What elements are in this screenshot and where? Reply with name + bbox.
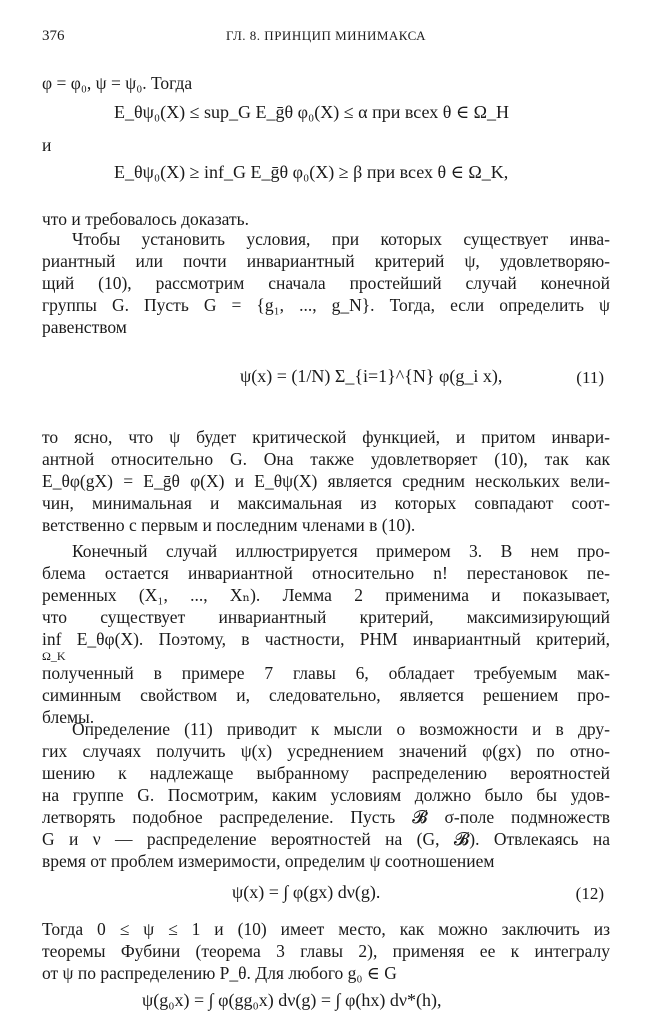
- paragraph-1: [42, 228, 610, 338]
- proof-ending: [42, 72, 610, 230]
- text-line: блема остается инвариантной относительно n! перестановок пе-: [42, 563, 610, 583]
- text-line: антной относительно G. Она также удовлетворяет (10), так как: [42, 449, 610, 469]
- text-line: G и ν — распределение вероятностей на (G, 𝓑). Отвлекаясь на: [42, 829, 610, 849]
- text-line: щий (10), рассмотрим сначала простейший случай конечной: [42, 273, 610, 293]
- text-line: теоремы Фубини (теорема 3 главы 2), применяя ее к интегралу: [42, 941, 610, 961]
- text-line: ветственно с первым и последним членами в (10).: [42, 515, 416, 535]
- equation-formula: ψ(x) = (1/N) Σ_{i=1}^{N} φ(g_i x),: [240, 366, 503, 386]
- paragraph-4: [42, 718, 610, 872]
- inequality-2: E_θψ₀(X) ≥ inf_G E_ḡθ φ₀(X) ≥ β при всех θ ∈ Ω_K,: [114, 162, 509, 182]
- equation-11: [42, 358, 610, 408]
- text-line: время от проблем измеримости, определим ψ соотношением: [42, 851, 495, 871]
- paragraph-5: [42, 918, 610, 984]
- text-line: летворять подобное распределение. Пусть 𝓑 σ-поле подмножеств: [42, 807, 610, 827]
- text-line: что существует инвариантный критерий, максимизирующий: [42, 607, 610, 627]
- text-line: inf E_θφ(X). Поэтому, в частности, РНМ инвариантный критерий,: [42, 629, 610, 649]
- text-line: Чтобы установить условия, при которых существует инва-: [72, 229, 610, 249]
- text-line: симинным свойством и, следовательно, является решением про-: [42, 685, 610, 705]
- text-line: риантный или почти инвариантный критерий ψ, удовлетворяю-: [42, 251, 610, 271]
- equation-12: [42, 876, 610, 916]
- paragraph-3: [42, 540, 610, 728]
- running-header: [42, 28, 610, 52]
- text-line: чин, минимальная и максимальная из которых совпадают соот-: [42, 493, 610, 513]
- text-line: Тогда 0 ≤ ψ ≤ 1 и (10) имеет место, как можно заключить из: [42, 919, 610, 939]
- equation-last: [42, 990, 610, 1020]
- text-line: ременных (X₁, ..., Xₙ). Лемма 2 применима и показывает,: [42, 585, 610, 605]
- text-line: φ = φ₀, ψ = ψ₀. Тогда: [42, 73, 193, 93]
- inequality-1: E_θψ₀(X) ≤ sup_G E_ḡθ φ₀(X) ≤ α при всех θ ∈ Ω_H: [114, 102, 510, 122]
- text-line: от ψ по распределению P_θ. Для любого g₀ ∈ G: [42, 963, 397, 983]
- equation-formula: ψ(x) = ∫ φ(gx) dν(g).: [232, 882, 381, 902]
- text-line: E_θφ(gX) = E_ḡθ φ(X) и E_θψ(X) является средним нескольких вели-: [42, 471, 610, 491]
- text-line: что и требовалось доказать.: [42, 209, 250, 229]
- conjunction: и: [42, 135, 52, 155]
- paragraph-2: [42, 426, 610, 536]
- text-line: шению к надлежаще выбранному распределению вероятностей: [42, 763, 610, 783]
- subscript-omega-k: Ω_K: [42, 649, 66, 663]
- book-page: [42, 28, 610, 1010]
- text-line: Определение (11) приводит к мысли о возможности и в дру-: [72, 719, 610, 739]
- text-line: гих случаях получить ψ(x) усреднением значений φ(gx) по отно-: [42, 741, 610, 761]
- text-line: равенством: [42, 317, 127, 337]
- text-line: блемы.: [42, 707, 95, 727]
- running-title: ГЛ. 8. ПРИНЦИП МИНИМАКСА: [225, 28, 427, 43]
- text-line: то ясно, что ψ будет критической функцией, и притом инвари-: [42, 427, 610, 447]
- page-number: 376: [42, 28, 65, 44]
- equation-formula: ψ(g₀x) = ∫ φ(gg₀x) dν(g) = ∫ φ(hx) dν*(h),: [142, 990, 442, 1010]
- text-line: группы G. Пусть G = {g₁, ..., g_N}. Тогда, если определить ψ: [42, 295, 610, 315]
- equation-number: (12): [575, 884, 604, 903]
- text-line: на группе G. Посмотрим, каким условиям должно было бы удов-: [42, 785, 610, 805]
- equation-number: (11): [576, 368, 604, 387]
- text-line: Конечный случай иллюстрируется примером 3. В нем про-: [72, 541, 610, 561]
- text-line: полученный в примере 7 главы 6, обладает требуемым мак-: [42, 663, 610, 683]
